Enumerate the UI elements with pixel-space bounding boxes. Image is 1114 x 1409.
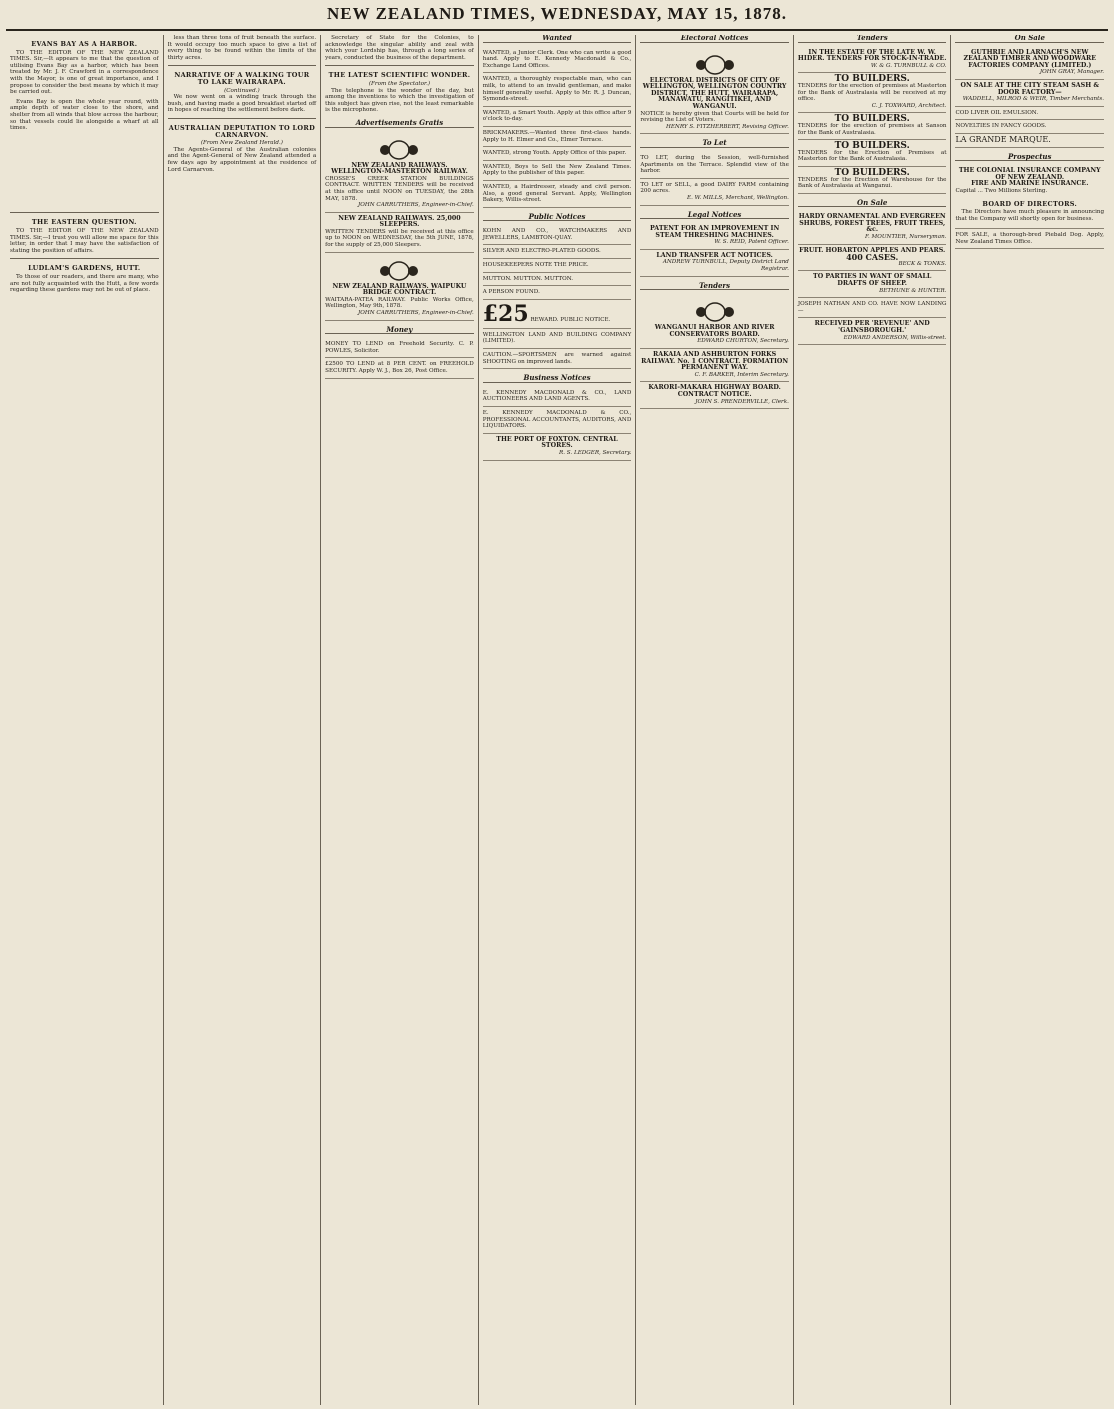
- article-subheading: (From the Spectator.): [368, 80, 431, 87]
- classified-ad: WANTED, Boys to Sell the New Zealand Times. Apply to the publisher of this paper.: [483, 161, 632, 181]
- prospectus: [955, 165, 1104, 229]
- ad-title: KARORI-MAKARA HIGHWAY BOARD. CONTRACT NOTICE.: [648, 384, 781, 398]
- advertisement: £2500 TO LEND at 8 PER CENT. on FREEHOLD SECURITY. Apply W. J., Box 26, Post Office.: [325, 358, 474, 378]
- divider: [168, 118, 317, 119]
- ad-signature: JOHN GRAY, Manager.: [1039, 69, 1105, 76]
- classified-ad: WANTED, a thoroughly respectable man, who can milk, to attend to an invalid gentleman, and make himself generally useful. Apply to Mr. R. J. Duncan, Symonds-street.: [483, 73, 632, 106]
- royal-arms-icon: [374, 138, 424, 160]
- sale-notice: [798, 245, 947, 272]
- tender-notice: [640, 349, 789, 382]
- ad-body: CROSSE'S CREEK STATION BUILDINGS CONTRACT. WRITTEN TENDERS will be received at this office until NOON on TUESDAY, the 28th MAY, 1878.: [325, 175, 474, 202]
- tender-notice: [798, 113, 947, 140]
- business-notice: [483, 434, 632, 461]
- ad-body: TENDERS for the Erection of Warehouse for the Bank of Australasia at Wanganui.: [797, 176, 947, 190]
- column-grid: [6, 35, 1108, 1405]
- section-heading: Tenders: [640, 283, 789, 291]
- section-heading: Tenders: [798, 35, 947, 43]
- section-heading: Business Notices: [483, 375, 632, 383]
- ad-signature: ANDREW TURNBULL, Deputy District Land Registrar.: [662, 259, 789, 273]
- ad-signature: BECK & TONKS.: [898, 260, 947, 267]
- article-heading: NARRATIVE OF A WALKING TOUR TO LAKE WAIRARAPA.: [174, 71, 310, 86]
- section-heading: Advertisements Gratis: [325, 120, 474, 128]
- sale-notice: JOSEPH NATHAN AND CO. HAVE NOW LANDING—: [798, 298, 947, 318]
- public-notice: MUTTON. MUTTON. MUTTON.: [483, 273, 632, 287]
- divider: [10, 258, 159, 259]
- divider: [10, 212, 159, 213]
- article-subheading: (Continued.): [224, 87, 260, 94]
- section-heading: Wanted: [483, 35, 632, 43]
- column-7: [951, 35, 1108, 1405]
- sale-notice: [798, 271, 947, 298]
- divider: [168, 65, 317, 66]
- ad-title: ELECTORAL DISTRICTS OF CITY OF WELLINGTON, WELLINGTON COUNTRY DISTRICT, THE HUTT, WAIRARAPA, MANAWATU, RANGITIKEI, AND WANGANUI.: [642, 76, 787, 110]
- ad-signature: JOHN S. PRENDERVILLE, Clerk.: [695, 398, 789, 405]
- business-notice: E. KENNEDY MACDONALD & CO., PROFESSIONAL ACCOUNTANTS, AUDITORS, AND LIQUIDATORS.: [483, 407, 632, 434]
- article-heading: THE EASTERN QUESTION.: [31, 218, 137, 227]
- ad-title: TO PARTIES IN WANT OF SMALL DRAFTS OF SHEEP.: [813, 273, 932, 288]
- column-5: [636, 35, 794, 1405]
- section-heading: Electoral Notices: [640, 35, 789, 43]
- ad-title: TO BUILDERS.: [834, 74, 910, 85]
- legal-notice: [640, 250, 789, 277]
- ad-signature: JOHN CARRUTHERS, Engineer-in-Chief.: [358, 202, 474, 209]
- ad-body: 400 CASES.: [846, 252, 899, 263]
- public-notice: CAUTION.—SPORTSMEN are warned against SHOOTING on improved lands.: [483, 349, 632, 369]
- ad-title: LAND TRANSFER ACT NOTICES.: [656, 251, 773, 259]
- section-heading: To Let: [640, 140, 789, 148]
- ad-title: RECEIVED PER 'REVENUE' AND 'GAINSBOROUGH.': [814, 320, 930, 334]
- reward-amount: £25: [482, 300, 529, 327]
- article-paragraph: The Directors have much pleasure in announcing that the Company will shortly open for business.: [955, 209, 1105, 222]
- ad-body: TENDERS for the erection of premises at Masterton for the Bank of Australasia will be received at my office.: [797, 82, 947, 103]
- ad-title: NEW ZEALAND RAILWAYS. WELLINGTON-MASTERTON RAILWAY.: [331, 161, 468, 176]
- royal-arms-icon: [374, 259, 424, 281]
- public-notice: SILVER AND ELECTRO-PLATED GOODS.: [483, 245, 632, 259]
- section-heading: On Sale: [955, 35, 1104, 43]
- article-paragraph: The telephone is the wonder of the day, but among the inventions to which the investigation of this subject has given rise, not the least remarkable is the microphone.: [325, 87, 474, 114]
- article-heading: EVANS BAY AS A HARBOR.: [31, 40, 138, 48]
- ad-signature: R. S. LEDGER, Secretary.: [559, 449, 632, 456]
- article-paragraph: TO THE EDITOR OF THE NEW ZEALAND TIMES. Sir,—It appears to me that the question of utilising Evans Bay as a harbor, which has been treated by Mr. J. F. Crawford in a correspondence with the Mayor, is one of great importance, and I propose to consider the best means by which it may be carried out.: [10, 49, 159, 96]
- ad-body: TENDERS for the Erection of Premises at Masterton for the Bank of Australasia.: [797, 149, 947, 163]
- column-3: [321, 35, 479, 1405]
- ad-signature: EDWARD ANDERSON, Willis-street.: [843, 334, 947, 341]
- filler-text: [10, 135, 159, 209]
- ad-title: IN THE ESTATE OF THE LATE W. W. HIDER. TENDERS FOR STOCK-IN-TRADE.: [797, 48, 947, 63]
- ad-signature: E. W. MILLS, Merchant, Wellington.: [687, 194, 789, 201]
- sale-notice: [955, 47, 1104, 80]
- classified-ad: BRICKMAKERS.—Wanted three first-class hands. Apply to H. Elmer and Co., Elmer Terrace.: [483, 127, 632, 147]
- ad-signature: F. MOUNTIER, Nurseryman.: [864, 234, 947, 241]
- advertisement: [325, 253, 474, 321]
- ad-body: WAITARA-PATEA RAILWAY. Public Works Office, Wellington, May 9th, 1878.: [325, 296, 474, 310]
- business-notice: E. KENNEDY MACDONALD & CO., LAND AUCTIONEERS AND LAND AGENTS.: [483, 387, 632, 407]
- sale-notice: FOR SALE, a thorough-bred Piebald Dog. Apply, New Zealand Times Office.: [955, 229, 1104, 249]
- ad-title: HARDY ORNAMENTAL AND EVERGREEN SHRUBS, FOREST TREES, FRUIT TREES, &c.: [798, 213, 946, 234]
- ad-signature: HENRY S. FITZHERBERT, Revising Officer.: [665, 123, 789, 130]
- ad-title: TO BUILDERS.: [834, 114, 910, 125]
- ad-title: TO BUILDERS.: [834, 167, 910, 178]
- ad-title: THE COLONIAL INSURANCE COMPANY OF NEW ZEALAND.: [958, 167, 1101, 181]
- reward-title: REWARD. PUBLIC NOTICE.: [530, 316, 611, 323]
- ad-subtitle: FIRE AND MARINE INSURANCE.: [971, 180, 1089, 188]
- ad-body: TO LET or SELL, a good DAIRY FARM containing 200 acres.: [640, 181, 789, 195]
- classified-ad: WANTED, strong Youth. Apply Office of this paper.: [483, 147, 632, 161]
- sale-notice: COD LIVER OIL EMULSION.: [955, 107, 1104, 121]
- column-6: [794, 35, 952, 1405]
- ad-signature: W. & G. TURNBULL & CO.: [870, 62, 947, 69]
- ad-signature: EDWARD CHURTON, Secretary.: [697, 338, 789, 345]
- article-heading: AUSTRALIAN DEPUTATION TO LORD CARNARVON.: [168, 123, 316, 139]
- column-2: [164, 35, 322, 1405]
- article-heading: THE LATEST SCIENTIFIC WONDER.: [328, 71, 471, 80]
- ad-signature: W. S. REID, Patent Officer.: [714, 239, 789, 246]
- article-subheading: (From New Zealand Herald.): [200, 140, 283, 147]
- advertisement: [325, 132, 474, 213]
- column-1: [6, 35, 164, 1405]
- ad-title: NEW ZEALAND RAILWAYS. WAIPUKU BRIDGE CONTRACT.: [332, 282, 467, 297]
- tender-notice: [798, 167, 947, 194]
- ad-signature: C. J. TOXWARD, Architect.: [871, 102, 947, 109]
- ad-title: TO BUILDERS.: [834, 141, 910, 152]
- royal-arms-icon: [690, 300, 740, 322]
- public-notice: KOHN AND CO., WATCHMAKERS AND JEWELLERS, LAMBTON-QUAY.: [483, 225, 632, 245]
- ad-title: PATENT FOR AN IMPROVEMENT IN STEAM THRESHING MACHINES.: [650, 225, 780, 239]
- article-heading: BOARD OF DIRECTORS.: [982, 199, 1078, 208]
- section-heading: Money: [325, 327, 474, 335]
- reward-notice: [483, 300, 632, 329]
- public-notice: HOUSEKEEPERS NOTE THE PRICE.: [483, 259, 632, 273]
- article-paragraph: TO THE EDITOR OF THE NEW ZEALAND TIMES. Sir,—I trust you will allow me space for this letter, in order that I may have the satisfaction of stating the position of affairs.: [10, 228, 159, 254]
- public-notice: A PERSON FOUND.: [483, 286, 632, 300]
- tender-notice: [798, 47, 947, 74]
- article-heading: LUDLAM'S GARDENS, HUTT.: [28, 264, 141, 273]
- electoral-notice: [640, 47, 789, 135]
- section-heading: Prospectus: [955, 154, 1104, 162]
- ad-signature: BETHUNE & HUNTER.: [879, 287, 947, 294]
- article-paragraph: To those of our readers, and there are many, who are not fully acquainted with the Hutt, a few words regarding these gardens may not be out of place.: [10, 274, 159, 294]
- to-let-ad: [640, 179, 789, 206]
- sale-notice: [798, 318, 947, 345]
- public-notice: WELLINGTON LAND AND BUILDING COMPANY (LIMITED).: [483, 329, 632, 349]
- tender-notice: [640, 294, 789, 349]
- ad-title: NEW ZEALAND RAILWAYS. 25,000 SLEEPERS.: [338, 214, 461, 229]
- ad-title: GUTHRIE AND LARNACH'S NEW ZEALAND TIMBER AND WOODWARE FACTORIES COMPANY (LIMITED.): [963, 48, 1097, 69]
- ad-title: FRUIT. HOBARTON APPLES AND PEARS.: [799, 246, 946, 254]
- column-4: [479, 35, 637, 1405]
- sale-notice: LA GRANDE MARQUE.: [955, 134, 1104, 148]
- ad-signature: JOHN CARRUTHERS, Engineer-in-Chief.: [358, 310, 474, 317]
- ad-body: WRITTEN TENDERS will be received at this office up to NOON on WEDNESDAY, the 5th JUNE, 1878, for the supply of 25,000 Sleepers.: [325, 228, 474, 249]
- ad-signature: WADDELL, MILROD & WEIR, Timber Merchants.: [962, 96, 1105, 103]
- article-paragraph: Evans Bay is open the whole year round, with ample depth of water close to the shore, and shelter from all winds that blow across the harbour, so that vessels could lie alongside a wharf at all times.: [10, 98, 159, 132]
- advertisement: MONEY TO LEND on Freehold Security. C. P. POWLES, Solicitor.: [325, 338, 474, 358]
- ad-title: ON SALE AT THE CITY STEAM SASH & DOOR FACTORY—: [960, 81, 1100, 96]
- tender-notice: [798, 73, 947, 113]
- article-paragraph: less than three tons of fruit beneath the surface. It would occupy too much space to give a list of every thing to be found within the limits of the thirty acres.: [167, 35, 317, 61]
- ad-title: THE PORT OF FOXTON. CENTRAL STORES.: [496, 435, 618, 450]
- royal-arms-icon: [690, 53, 740, 75]
- ad-title: RAKAIA AND ASHBURTON FORKS RAILWAY. No. 1 CONTRACT. FORMATION PERMANENT WAY.: [641, 351, 789, 372]
- section-heading: On Sale: [798, 200, 947, 208]
- advertisement: [325, 213, 474, 253]
- tender-notice: [798, 140, 947, 167]
- sale-notice: NOVELTIES IN FANCY GOODS.: [955, 120, 1104, 134]
- section-heading: Legal Notices: [640, 212, 789, 220]
- masthead: NEW ZEALAND TIMES, WEDNESDAY, MAY 15, 1878.: [6, 4, 1108, 31]
- tender-notice: [640, 382, 789, 409]
- ad-body: Capital ... Two Millions Sterling.: [955, 187, 1048, 194]
- ad-body: TENDERS for the erection of premises at Sanson for the Bank of Australasia.: [797, 122, 947, 136]
- classified-ad: WANTED, a Smart Youth. Apply at this office after 9 o'clock to-day.: [483, 107, 632, 127]
- article-paragraph: The Agents-General of the Australian colonies and the Agent-General of New Zealand attended a few days ago by appointment at the residence of Lord Carnarvon.: [167, 146, 317, 173]
- sale-notice: [955, 80, 1104, 107]
- article-paragraph: Secretary of State for the Colonies, to acknowledge the singular ability and zeal with which your Lordship has, through a long series of years, conducted the business of the department.: [325, 35, 474, 61]
- ad-title: WANGANUI HARBOR AND RIVER CONSERVATORS BOARD.: [654, 324, 775, 338]
- sale-notice: [798, 211, 947, 244]
- article-paragraph: We now went on a winding track through the bush, and having made a good breakfast started off in hopes of reaching the settlement before dark.: [167, 94, 317, 114]
- legal-notice: [640, 223, 789, 250]
- divider: [325, 65, 474, 66]
- to-let-ad: TO LET, during the Session, well-furnished Apartments on the Terrace. Splendid view of the harbor.: [640, 152, 789, 179]
- ad-signature: C. F. BARKER, Interim Secretary.: [694, 371, 789, 378]
- section-heading: Public Notices: [483, 214, 632, 222]
- classified-ad: WANTED, a Hairdresser, steady and civil person. Also, a good general Servant. Apply, Wellington Bakery, Willis-street.: [483, 181, 632, 208]
- classified-ad: WANTED, a Junior Clerk. One who can write a good hand. Apply to E. Kennedy Macdonald & Co., Exchange Land Offices.: [483, 47, 632, 74]
- ad-body: NOTICE is hereby given that Courts will be held for revising the List of Voters.: [640, 110, 789, 124]
